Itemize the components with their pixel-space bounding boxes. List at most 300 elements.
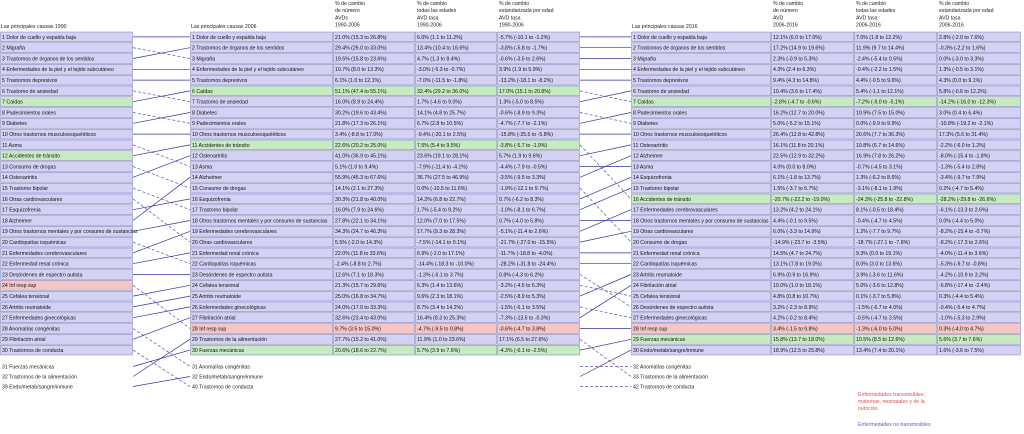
transition-line — [133, 113, 190, 124]
middle-cell-value: 13.4% (10.4 to 16.6%) — [417, 45, 469, 52]
middle-cell-value: -2.5% (-8.9 to 5.3%) — [499, 294, 546, 300]
middle-cause-label: 16 Esquizofrenia — [192, 196, 231, 203]
right-col-header-1: AVD — [773, 15, 784, 22]
left-cause-label: 19 Otros trastornos mentales y por consumo de sustancias — [2, 229, 138, 236]
right-cell-value: -0.5% (-4.7 to 3.5%) — [856, 315, 903, 322]
right-col-header-2: 2006-2016 — [856, 22, 881, 29]
transition-line — [133, 145, 190, 156]
middle-cell-value: -3.8% (-5.8 to -1.7%) — [499, 45, 548, 52]
middle-cause-label: 15 Consumo de drogas — [192, 186, 246, 192]
right-cell-value: 4.0% (0.0 to 8.0%) — [773, 164, 816, 171]
middle-cell-value: 24.0% (17.0 to 33.3%) — [335, 304, 387, 311]
right-cell-value: 10.8% (6.7 to 14.6%) — [856, 142, 905, 149]
middle-cell-value: 5.7% (3.9 to 7.6%) — [417, 348, 460, 354]
middle-cell-value: 9.7% (3.5 to 15.0%) — [335, 326, 381, 333]
middle-cause-label: 28 Inf resp sup — [192, 326, 227, 333]
right-cell-value: 1.2% (-7.7 to 9.7%) — [856, 229, 901, 236]
middle-cell-value: 11.9% (1.0 to 23.6%) — [417, 337, 466, 344]
middle-cause-label: 22 Cardiopatías isquémicas — [192, 261, 257, 268]
right-cell-value: 16.2% (12.7 to 20.0%) — [773, 110, 825, 117]
middle-cell-value: -1.0% (-8.1 to 6.7%) — [499, 207, 546, 214]
middle-cause-label: 25 Artritis reumatoide — [192, 294, 242, 300]
right-cause-label: 16 Accidentes de tránsito — [633, 196, 691, 203]
middle-cause-label: 20 Otras cardiovasculares — [192, 240, 253, 246]
middle-cell-value: 16.4% (8.3 to 25.3%) — [417, 315, 466, 322]
middle-cell-value: -28.2% (-31.8 to -24.4%) — [499, 261, 556, 268]
right-cell-value: 1.6% (-3.6 to 7.5%) — [939, 348, 984, 354]
right-cause-label: 4 Enfermedades de la piel y el tejido subcutáneo — [633, 67, 745, 74]
right-extra-cause: 33 Trastornos de la alimentación — [633, 374, 708, 381]
middle-cell-value: 32.4% (29.2 to 36.0%) — [417, 88, 469, 95]
middle-cell-value: 34.3% (24.7 to 46.3%) — [335, 229, 387, 236]
right-cause-label: 28 Inf resp sup — [633, 326, 668, 333]
right-cell-value: 6.9% (0.9 to 16.9%) — [773, 272, 819, 279]
middle-col-header-2: 1990-2006 — [417, 22, 442, 29]
right-extra-cause: 32 Anomalías congénitas — [633, 364, 691, 371]
legend-label: Enfermedades no transmisibles — [858, 422, 931, 428]
middle-cell-value: -3.8% (-5.7 to -1.9%) — [499, 142, 548, 149]
middle-cause-label: 2 Trastornos de órganos de los sentidos — [192, 45, 285, 52]
transition-line — [580, 285, 631, 296]
transition-line — [133, 285, 190, 296]
middle-cell-value: 17.0% (15.1 to 20.8%) — [499, 88, 551, 95]
right-cause-label: 20 Consumo de drogas — [633, 240, 687, 246]
middle-cell-value: 1.3% (-5.0 to 8.5%) — [499, 99, 544, 106]
middle-cell-value: 0.8% (-4.3 to 6.2%) — [499, 272, 544, 279]
right-cell-value: 6.1% (-1.8 to 13.7%) — [773, 175, 821, 182]
middle-cause-label: 17 Trastorno bipolar — [192, 207, 239, 214]
middle-cell-value: 5.7% (1.9 to 9.6%) — [499, 153, 542, 160]
middle-cell-value: -7.5% (-14.1 to 0.1%) — [417, 240, 467, 246]
right-cell-value: 4.3% (0.0 to 9.1%) — [939, 78, 982, 84]
transition-line — [133, 48, 190, 59]
transition-line — [580, 307, 631, 318]
middle-cause-label: 5 Trastornos depresivos — [192, 78, 248, 84]
middle-col-header-3: 1990-2006 — [499, 22, 524, 29]
left-extra-cause: 32 Trastornos de la alimentación — [2, 374, 77, 381]
left-cause-label: 10 Otros trastornos musculoesqueléticos — [2, 132, 96, 138]
middle-cell-value: 9.6% (2.3 to 18.1%) — [417, 294, 463, 300]
right-cell-value: 26.4% (12.8 to 42.8%) — [773, 132, 825, 138]
right-cell-value: 7.0% (1.8 to 12.2%) — [856, 34, 902, 41]
middle-cell-value: 22.0% (11.8 to 33.6%) — [335, 250, 387, 257]
left-extra-cause: 39 Endo/metab/sangre/inmune — [2, 384, 73, 391]
transition-line — [133, 285, 190, 328]
right-cell-value: 9.3% (0.0 to 19.1%) — [856, 250, 902, 257]
middle-col-header-1: 1990-2006 — [335, 22, 360, 29]
left-cause-label: 25 Cefalea tensional — [2, 294, 50, 300]
middle-panel-header: Las principales causas 2006 — [191, 24, 257, 30]
left-cause-label: 26 Artritis reumatoide — [2, 304, 52, 311]
right-cell-value: -1.3% (-5.4 to 2.8%) — [939, 164, 986, 171]
left-cause-label: 1 Dolor de cuello y espalda baja — [2, 34, 76, 41]
middle-cell-value: 8.7% (3.4 to 14.2%) — [417, 304, 463, 311]
right-cell-value: -6.8% (-17.4 to -2.4%) — [939, 283, 991, 290]
right-cell-value: -0.4% (-4.7 to 4.5%) — [856, 218, 903, 225]
transition-line — [580, 177, 631, 199]
middle-cause-label: 9 Padecimientos orales — [192, 121, 246, 128]
transition-line — [133, 91, 190, 102]
right-cell-value: -28.2% (-29.8 to -26.6%) — [939, 196, 996, 203]
middle-cell-value: -0.6% (-4.7 to 3.8%) — [499, 326, 546, 333]
left-cause-label: 24 Inf resp sup — [2, 283, 37, 290]
middle-cause-label: 18 Otros trastornos mentales y por consumo de sustancias — [192, 218, 328, 225]
middle-cell-value: -5.1% (-11.4 to 2.6%) — [499, 229, 548, 236]
middle-cell-value: -14.4% (-18.3 to -10.0%) — [417, 261, 474, 268]
right-cause-label: 29 Fuerzas mecánicas — [633, 337, 686, 344]
middle-extra-cause: 32 Endo/metab/sangre/inmune — [192, 374, 263, 381]
middle-cell-value: -9.4% (-20.1 to 2.5%) — [417, 132, 467, 138]
transition-line — [580, 188, 631, 242]
middle-cause-label: 4 Enfermedades de la piel y el tejido subcutáneo — [192, 67, 304, 74]
right-col-header-2: AVD tasa — [856, 15, 878, 22]
middle-cause-label: 1 Dolor de cuello y espalda baja — [192, 34, 266, 41]
transition-line — [133, 231, 190, 253]
middle-cell-value: 17.7% (9.3 to 28.3%) — [417, 229, 466, 236]
middle-cell-value: 5.5% (-2.0 to 14.3%) — [335, 240, 383, 246]
middle-cell-value: 14.1% (4.8 to 25.7%) — [417, 110, 466, 117]
left-cause-label: 4 Enfermedades de la piel y el tejido subcutáneo — [2, 67, 114, 74]
legend-label: nutrición — [858, 406, 878, 412]
left-cause-label: 9 Diabetes — [2, 121, 27, 128]
right-cell-value: 10.4% (3.6 to 17.4%) — [773, 88, 822, 95]
right-cause-label: 18 Otros trastornos mentales y por consumo de sustancias — [633, 218, 769, 225]
right-cell-value: 12.1% (6.0 to 17.0%) — [773, 34, 822, 41]
middle-col-header-1: de número — [335, 8, 360, 15]
middle-cell-value: -21.7% (-27.0 to -15.5%) — [499, 240, 556, 246]
right-cause-label: 13 Asma — [633, 164, 654, 171]
middle-cell-value: -4.7% (-9.5 to 0.8%) — [417, 326, 464, 333]
middle-cell-value: 32.6% (23.4 to 43.0%) — [335, 315, 387, 322]
transition-line — [133, 242, 190, 264]
transition-line — [133, 145, 190, 167]
middle-col-header-2: todas las edades — [417, 8, 457, 15]
middle-cause-label: 11 Accidentes de tránsito — [192, 142, 250, 149]
left-cause-label: 11 Asma — [2, 142, 22, 149]
right-cause-label: 22 Cardiopatías isquémicas — [633, 261, 698, 268]
right-cell-value: 4.4% (-0.5 to 9.6%) — [856, 78, 901, 84]
middle-col-header-2: % de cambio — [417, 1, 447, 7]
right-cause-label: 17 Enfermedades cerebrovasculares — [633, 207, 718, 214]
middle-cell-value: 6.9% (-2.0 to 17.1%) — [417, 250, 465, 257]
transition-line — [580, 285, 631, 317]
right-cell-value: 16.9% (7.8 to 26.2%) — [856, 153, 905, 160]
right-col-header-3: 2006-2016 — [939, 22, 964, 29]
right-cell-value: -18.7% (-27.1 to -7.8%) — [856, 240, 910, 246]
left-cause-label: 13 Consumo de drogas — [2, 164, 56, 171]
middle-cell-value: -7.0% (-11.5 to -1.8%) — [417, 78, 468, 84]
transition-line — [133, 329, 190, 367]
middle-cell-value: 22.6% (20.2 to 25.0%) — [335, 142, 387, 149]
middle-cell-value: -15.8% (-25.5 to -5.8%) — [499, 132, 553, 138]
transition-line — [133, 156, 190, 178]
right-extra-cause: 42 Trastornos de conducta — [633, 384, 695, 391]
right-cell-value: 5.6% (3.7 to 7.6%) — [939, 337, 982, 344]
middle-cell-value: -3.2% (-4.5 to 6.3%) — [499, 283, 546, 290]
middle-cell-value: 12.0% (7.0 to 17.5%) — [417, 218, 466, 225]
right-cell-value: -0.4% (-5.4 to 4.7%) — [939, 304, 986, 311]
right-cell-value: -2.4% (-5.4 to 0.5%) — [856, 56, 903, 63]
right-cell-value: 8.0% (3.0 to 13.6%) — [856, 261, 902, 268]
middle-cell-value: 10.7% (8.0 to 13.3%) — [335, 67, 384, 74]
transition-line — [580, 350, 631, 376]
middle-cell-value: 27.8% (22.1 to 34.1%) — [335, 218, 387, 225]
middle-cell-value: -7.3% (-13.5 to -0.3%) — [499, 315, 551, 322]
right-cell-value: 3.4% (-1.5 to 9.8%) — [773, 326, 818, 333]
middle-cause-label: 24 Cefalea tensional — [192, 283, 240, 290]
right-cell-value: -0.7% (-4.5 to 3.1%) — [856, 164, 903, 171]
right-cell-value: 13.2% (4.2 to 24.1%) — [773, 207, 822, 214]
middle-cause-label: 27 Fibrilación atrial — [192, 315, 236, 322]
right-cause-label: 2 Trastornos de órganos de los sentidos — [633, 45, 726, 52]
middle-cell-value: 1.7% (-4.6 to 9.0%) — [417, 99, 462, 106]
middle-cell-value: 23.6% (19.1 to 28.1%) — [417, 153, 469, 160]
middle-cause-label: 12 Osteoartritis — [192, 153, 228, 160]
middle-cell-value: -5.7% (-10.1 to -1.2%) — [499, 34, 551, 41]
right-cell-value: -10.8% (-19.2 to -2.1%) — [939, 121, 993, 128]
right-cause-label: 10 Otros trastornos musculoesqueléticos — [633, 132, 727, 138]
right-cell-value: 6.0% (-3.3 to 14.9%) — [773, 229, 821, 236]
right-col-header-3: estandarizada por edad — [939, 8, 994, 15]
transition-line — [133, 350, 190, 386]
middle-cell-value: 3.9% (1.9 to 5.9%) — [499, 67, 542, 74]
middle-cell-value: 0.7% (-6.2 to 8.3%) — [499, 196, 544, 203]
middle-col-header-1: AVDs — [335, 15, 348, 22]
transition-line — [580, 188, 631, 210]
right-cell-value: 1.3% (-0.5 to 3.1%) — [939, 67, 984, 74]
right-cell-value: 5.4% (-1.1 to 12.1%) — [856, 88, 904, 95]
middle-cell-value: 21.8% (17.3 to 26.1%) — [335, 121, 387, 128]
transition-line — [580, 145, 631, 199]
middle-col-header-2: AVD tasa — [417, 15, 439, 22]
middle-cell-value: 21.0% (15.3 to 26.8%) — [335, 34, 387, 41]
middle-cell-value: 3.4% (-8.8 to 17.0%) — [335, 132, 383, 138]
middle-cell-value: 14.2% (6.8 to 22.7%) — [417, 196, 466, 203]
transition-line — [133, 221, 190, 232]
middle-cell-value: 51.1% (47.4 to 55.1%) — [335, 88, 387, 95]
middle-cell-value: 29.4% (26.0 to 33.0%) — [335, 45, 387, 52]
middle-cell-value: 27.7% (15.2 to 41.0%) — [335, 337, 387, 344]
middle-cause-label: 23 Desórdenes de espectro autista — [192, 272, 273, 279]
middle-cell-value: -1.3% (-6.1 to 3.7%) — [417, 272, 464, 279]
legend-label: Enfermedades transmisibles, — [858, 392, 925, 398]
middle-cell-value: -3.5% (-9.5 to 3.3%) — [499, 175, 546, 182]
right-col-header-1: de número — [773, 8, 798, 15]
middle-cause-label: 8 Diabetes — [192, 110, 217, 117]
middle-cause-label: 14 Alzheimer — [192, 175, 222, 182]
right-cell-value: -5.3% (-9.7 to -0.8%) — [939, 261, 988, 268]
right-col-header-1: % de cambio — [773, 1, 803, 7]
middle-cell-value: 21.3% (15.7 to 29.6%) — [335, 283, 387, 290]
left-cause-label: 18 Alzheimer — [2, 218, 32, 225]
right-cell-value: -6.1% (-13.3 to 2.6%) — [939, 207, 989, 214]
middle-cell-value: 4.7% (1.3 to 8.4%) — [417, 56, 460, 63]
right-cell-value: 20.6% (7.7 to 36.3%) — [856, 132, 905, 138]
middle-cell-value: 16.0% (7.9 to 24.6%) — [335, 207, 384, 214]
right-cell-value: 5.0% (-5.2 to 15.1%) — [773, 121, 821, 128]
right-cell-value: -3.1% (-8.1 to 1.9%) — [856, 186, 903, 192]
right-cause-label: 30 Endo/metab/sangre/inmune — [633, 348, 704, 354]
right-cell-value: 11.9% (9.7 to 14.4%) — [856, 45, 905, 52]
right-cell-value: -7.2% (-9.0 to -5.1%) — [856, 99, 905, 106]
right-cell-value: 22.5% (12.9 to 32.2%) — [773, 153, 825, 160]
middle-cell-value: 41.0% (36.9 to 45.1%) — [335, 153, 387, 160]
middle-cause-label: 3 Migraña — [192, 56, 216, 63]
right-cell-value: 5.8% (-0.6 to 12.2%) — [939, 88, 987, 95]
right-cause-label: 7 Caídas — [633, 99, 654, 106]
middle-cell-value: 5.1% (1.0 to 9.4%) — [335, 164, 378, 171]
right-cell-value: 17.3% (5.6 to 31.4%) — [939, 132, 988, 138]
right-cell-value: 8.1% (-0.5 to 18.4%) — [856, 207, 904, 214]
right-cell-value: 10.0% (1.0 to 18.1%) — [773, 283, 822, 290]
right-cause-label: 11 Osteoartritis — [633, 142, 668, 149]
middle-cell-value: 6.0% (1.1 to 11.2%) — [417, 34, 463, 41]
left-cause-label: 12 Accidentes de tránsito — [2, 153, 60, 160]
right-cell-value: -1.3% (-6.0 to 5.0%) — [856, 326, 903, 333]
left-cause-label: 2 Migraña — [2, 45, 26, 52]
middle-cause-label: 13 Asma — [192, 164, 213, 171]
middle-cell-value: -0.6% (-8.9 to 9.3%) — [499, 110, 546, 117]
left-cause-label: 23 Desórdenes de espectro autista — [2, 272, 83, 279]
left-extra-cause: 31 Fuerzas mecánicas — [2, 364, 55, 371]
right-col-header-2: todas las edades — [856, 8, 896, 15]
middle-col-header-3: % de cambio — [499, 1, 529, 7]
left-panel-header: Las principales causas 1990 — [1, 24, 67, 30]
left-cause-label: 6 Trastorno de ansiedad — [2, 88, 58, 95]
right-col-header-3: AVD tasa — [939, 15, 961, 22]
transition-line — [133, 296, 190, 307]
middle-cell-value: 55.9% (45.3 to 67.6%) — [335, 175, 387, 182]
left-cause-label: 7 Caídas — [2, 99, 23, 106]
middle-cause-label: 26 Enfermedades ginecológicas — [192, 304, 266, 311]
right-cell-value: 4.8% (0.8 to 10.7%) — [773, 294, 819, 300]
right-cell-value: -1.5% (-6.7 to 4.0%) — [856, 304, 903, 311]
right-cell-value: 18.9% (12.5 to 25.8%) — [773, 348, 825, 354]
left-cause-label: 14 Osteoartritis — [2, 175, 38, 182]
right-cell-value: 4.4% (-0.1 to 9.5%) — [773, 218, 818, 225]
left-cause-label: 28 Anomalías congénitas — [2, 326, 60, 333]
transition-line — [133, 199, 190, 242]
right-cell-value: 15.8% (13.7 to 18.0%) — [773, 337, 825, 344]
right-cell-value: -8.0% (-15.4 to -1.8%) — [939, 153, 991, 160]
transition-line — [133, 167, 190, 189]
middle-cause-label: 10 Otros trastornos musculoesqueléticos — [192, 132, 286, 138]
right-cell-value: 4.3% (2.4 to 6.3%) — [773, 67, 816, 74]
right-cell-value: -24.3% (-25.8 to -22.8%) — [856, 196, 913, 203]
right-cause-label: 5 Trastornos depresivos — [633, 78, 689, 84]
middle-cell-value: 6.3% (1.4 to 13.6%) — [417, 283, 463, 290]
left-cause-label: 29 Fibrilación atrial — [2, 337, 46, 344]
middle-cell-value: 30.3% (21.8 to 40.0%) — [335, 196, 387, 203]
right-cause-label: 12 Alzheimer — [633, 153, 663, 160]
middle-cell-value: 6.7% (2.8 to 10.5%) — [417, 121, 463, 128]
middle-cell-value: -4.3% (-6.1 to -2.5%) — [499, 348, 548, 354]
right-cause-label: 6 Trastorno de ansiedad — [633, 88, 689, 95]
middle-cell-value: 19.5% (15.8 to 23.6%) — [335, 56, 387, 63]
middle-extra-cause: 40 Trastornos de conducta — [192, 384, 254, 391]
middle-cell-value: -1.5% (-6.1 to 3.5%) — [499, 304, 546, 311]
right-cell-value: 9.4% (4.3 to 14.8%) — [773, 78, 819, 84]
right-cell-value: 2.8% (-2.0 to 7.6%) — [939, 34, 984, 41]
middle-cause-label: 30 Fuerzas mecánicas — [192, 348, 245, 354]
transition-line — [133, 199, 190, 210]
right-cell-value: 0.2% (-4.7 to 5.4%) — [939, 186, 984, 192]
right-cause-label: 25 Cefalea tensional — [633, 294, 681, 300]
right-cell-value: -4.0% (-11.4 to 3.6%) — [939, 250, 988, 257]
middle-col-header-3: estandarizada por edad — [499, 8, 554, 15]
right-cell-value: 10.5% (8.5 to 12.6%) — [856, 337, 905, 344]
right-cell-value: 16.1% (11.8 to 20.1%) — [773, 142, 825, 149]
right-cell-value: -2.8% (-4.7 to -0.6%) — [773, 99, 822, 106]
middle-col-header-1: % de cambio — [335, 1, 365, 7]
right-cause-label: 15 Trastorno bipolar — [633, 186, 680, 192]
right-cell-value: 0.0% (-9.9 to 9.9%) — [856, 121, 901, 128]
right-cell-value: -20.7% (-22.2 to -19.0%) — [773, 196, 830, 203]
right-cause-label: 27 Enfermedades ginecológicas — [633, 315, 707, 322]
middle-cell-value: -13.2% (-18.1 to -8.2%) — [499, 78, 553, 84]
right-cause-label: 14 Esquizofrenia — [633, 175, 672, 182]
transition-line — [133, 307, 190, 318]
middle-cell-value: 30.2% (19.6 to 43.4%) — [335, 110, 387, 117]
right-cell-value: -0.3% (-2.2 to 1.6%) — [939, 45, 986, 52]
right-cell-value: 10.9% (7.5 to 15.0%) — [856, 110, 905, 117]
right-cell-value: 0.3% (-4.4 to 5.4%) — [939, 294, 984, 300]
legend-label: maternas, neonatales y de la — [858, 399, 925, 405]
left-cause-label: 20 Cardiopatías isquémicas — [2, 240, 67, 246]
right-col-header-1: 2006-2016 — [773, 22, 798, 29]
left-cause-label: 27 Enfermedades ginecológicas — [2, 315, 76, 322]
middle-cause-label: 29 Trastornos de la alimentación — [192, 337, 267, 344]
right-cause-label: 3 Migraña — [633, 56, 657, 63]
right-panel-header: Las principales causas 2016 — [632, 24, 698, 30]
middle-cell-value: -2.4% (-8.8 to 2.7%) — [335, 261, 382, 268]
right-cell-value: 4.2% (-0.2 to 8.4%) — [773, 315, 818, 322]
right-cell-value: -3.4% (-9.7 to 7.9%) — [939, 175, 986, 182]
right-cell-value: -4.2% (-10.9 to 3.2%) — [939, 272, 989, 279]
right-cause-label: 21 Enfermedad renal crónica — [633, 250, 700, 257]
right-cell-value: -2.2% (-6.0 to 1.2%) — [939, 142, 986, 149]
right-cause-label: 19 Otras cardiovasculares — [633, 229, 694, 236]
transition-line — [580, 275, 631, 297]
middle-cause-label: 19 Enfermedades cerebrovasculares — [192, 229, 277, 236]
middle-cell-value: -7.9% (-11.4 to -4.1%) — [417, 164, 468, 171]
right-cause-label: 24 Fibrilación atrial — [633, 283, 677, 290]
middle-cell-value: -3.0% (-5.3 to -0.7%) — [417, 67, 466, 74]
right-cell-value: 3.0% (0.4 to 6.4%) — [939, 110, 982, 117]
transition-line — [580, 339, 631, 350]
right-cell-value: 1.3% (-6.2 to 8.6%) — [856, 175, 901, 182]
right-cell-value: 0.1% (-3.7 to 5.8%) — [856, 294, 901, 300]
right-cell-value: 13.1% (7.8 to 19.0%) — [773, 261, 822, 268]
middle-extra-cause: 31 Anomalías congénitas — [192, 364, 250, 371]
right-col-header-2: % de cambio — [856, 1, 886, 7]
left-cause-label: 17 Esquizofrenia — [2, 207, 41, 214]
middle-cell-value: -4.4% (-7.9 to -0.5%) — [499, 164, 548, 171]
middle-cell-value: 6.1% (1.0 to 12.1%) — [335, 78, 381, 84]
middle-cause-label: 7 Trastorno de ansiedad — [192, 99, 248, 106]
middle-cell-value: 7.5% (5.4 to 9.5%) — [417, 142, 460, 149]
right-cell-value: 17.2% (14.9 to 19.6%) — [773, 45, 825, 52]
left-cause-label: 16 Otras cardiovasculares — [2, 196, 63, 203]
left-cause-label: 21 Enfermedades cerebrovasculares — [2, 250, 87, 257]
middle-cell-value: 16.0% (8.9 to 24.4%) — [335, 99, 384, 106]
middle-cell-value: 14.1% (2.1 to 27.3%) — [335, 186, 384, 192]
right-cell-value: 3.2% (-2.3 to 8.9%) — [773, 304, 818, 311]
middle-cell-value: 12.6% (7.1 to 18.3%) — [335, 272, 384, 279]
right-cell-value: -14.9% (-23.7 to -3.5%) — [773, 240, 827, 246]
right-cell-value: -14.2% (-16.0 to -12.3%) — [939, 99, 996, 106]
middle-col-header-3: AVD tasa — [499, 15, 521, 22]
